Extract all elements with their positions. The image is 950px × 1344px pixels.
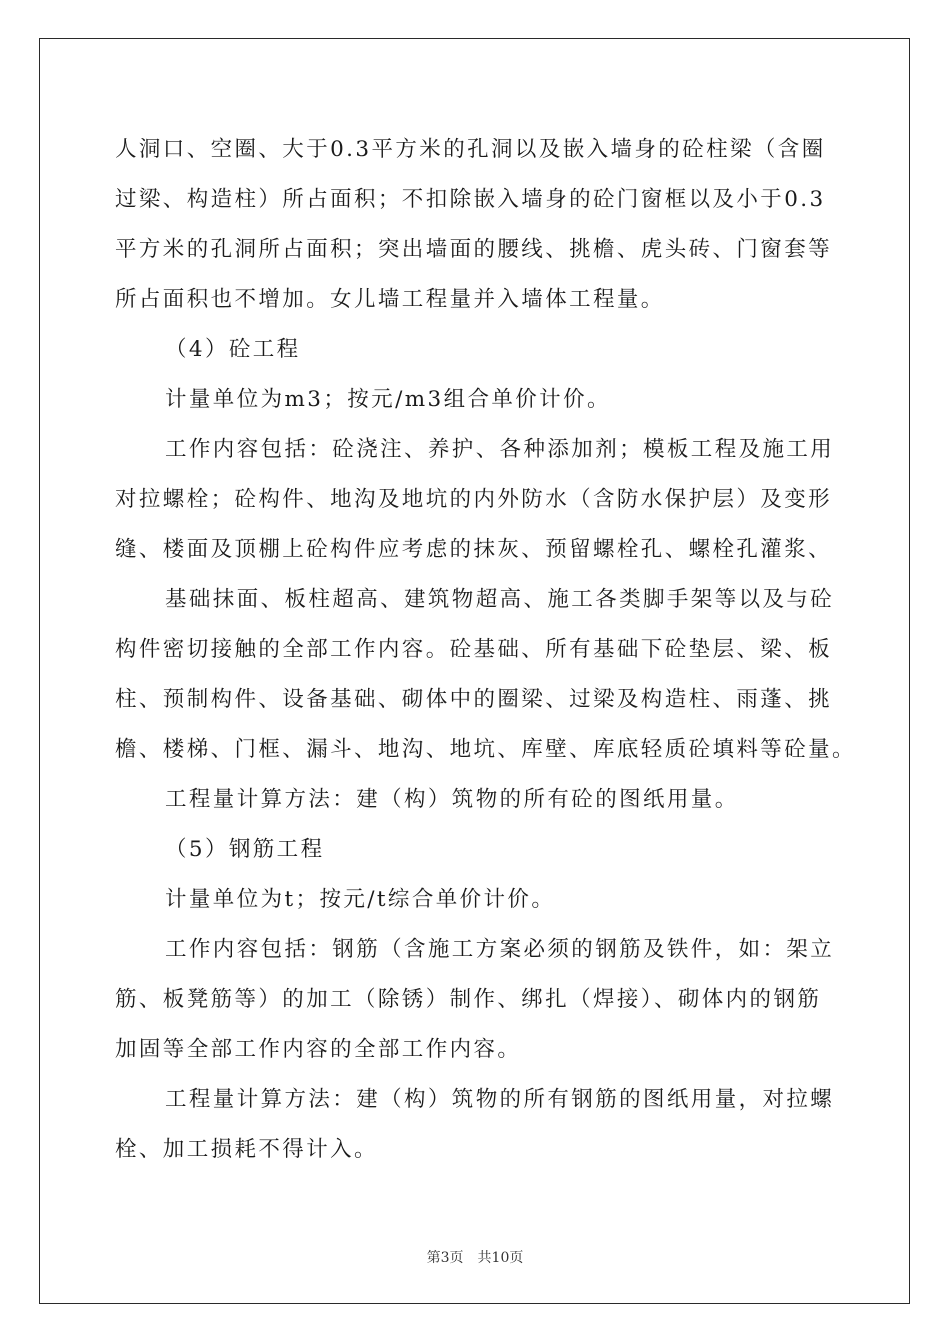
text-line: 基础抹面、板柱超高、建筑物超高、施工各类脚手架等以及与砼 xyxy=(165,587,835,612)
section-heading: （5）钢筋工程 xyxy=(165,837,325,862)
text-line: 计量单位为t；按元/t综合单价计价。 xyxy=(165,887,556,912)
text-line: 计量单位为m3；按元/m3组合单价计价。 xyxy=(165,387,611,412)
text-line: 所占面积也不增加。女儿墙工程量并入墙体工程量。 xyxy=(115,287,665,312)
document-body xyxy=(115,125,856,1175)
text-line: 筋、板凳筋等）的加工（除锈）制作、绑扎（焊接）、砌体内的钢筋 xyxy=(115,987,822,1012)
text-line: 过梁、构造柱）所占面积；不扣除嵌入墙身的砼门窗框以及小于0.3 xyxy=(115,187,826,212)
text-line: 平方米的孔洞所占面积；突出墙面的腰线、挑檐、虎头砖、门窗套等 xyxy=(115,237,833,262)
text-line: 对拉螺栓；砼构件、地沟及地坑的内外防水（含防水保护层）及变形 xyxy=(115,487,833,512)
text-line: 加固等全部工作内容的全部工作内容。 xyxy=(115,1037,522,1062)
text-line: 工程量计算方法：建（构）筑物的所有砼的图纸用量。 xyxy=(165,787,739,812)
page-number-footer: 第3页 共10页 xyxy=(426,1250,524,1266)
section-heading: （4）砼工程 xyxy=(165,337,301,362)
text-line: 工作内容包括：砼浇注、养护、各种添加剂；模板工程及施工用 xyxy=(165,437,835,462)
text-line: 栓、加工损耗不得计入。 xyxy=(115,1137,378,1162)
text-line: 檐、楼梯、门框、漏斗、地沟、地坑、库壁、库底轻质砼填料等砼量。 xyxy=(115,737,856,762)
text-line: 构件密切接触的全部工作内容。砼基础、所有基础下砼垫层、梁、板 xyxy=(115,637,833,662)
text-line: 人洞口、空圈、大于0.3平方米的孔洞以及嵌入墙身的砼柱梁（含圈 xyxy=(115,137,826,162)
text-line: 缝、楼面及顶棚上砼构件应考虑的抹灰、预留螺栓孔、螺栓孔灌浆、 xyxy=(115,537,833,562)
text-line: 柱、预制构件、设备基础、砌体中的圈梁、过梁及构造柱、雨蓬、挑 xyxy=(115,687,833,712)
text-line: 工作内容包括：钢筋（含施工方案必须的钢筋及铁件，如：架立 xyxy=(165,937,835,962)
text-line: 工程量计算方法：建（构）筑物的所有钢筋的图纸用量，对拉螺 xyxy=(165,1087,835,1112)
